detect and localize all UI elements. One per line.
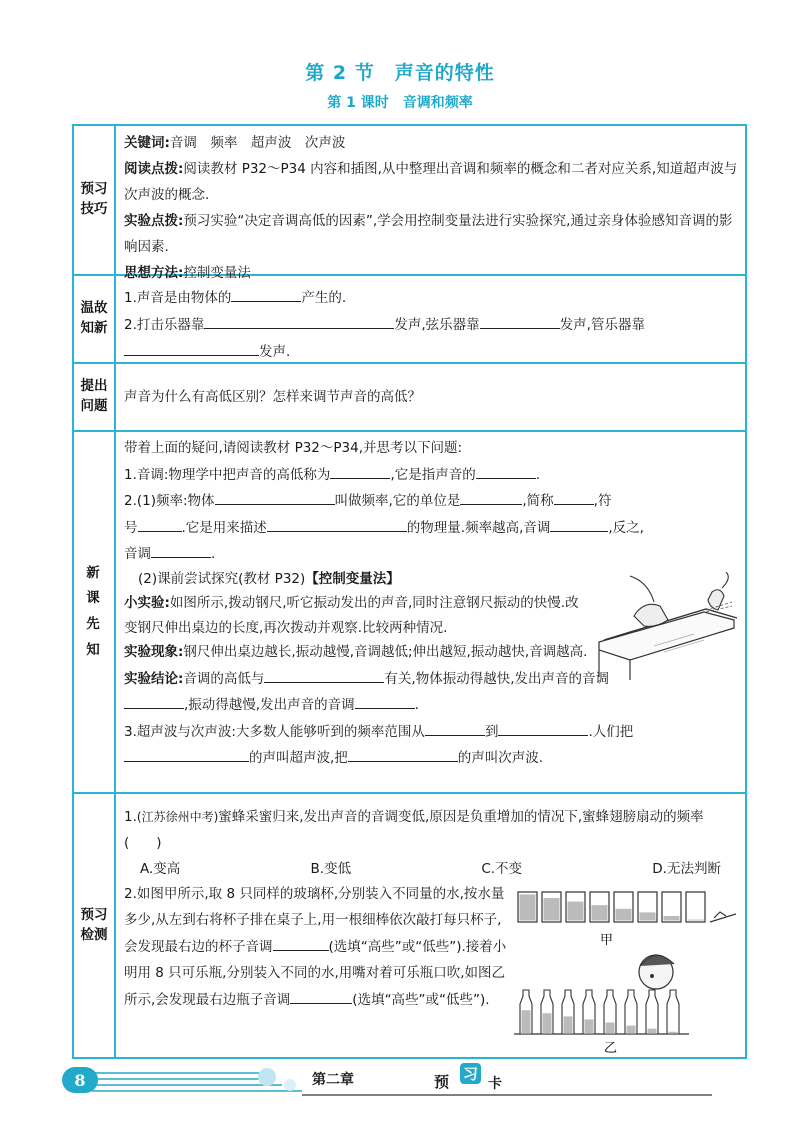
answer-blank[interactable] [124,338,259,356]
answer-blank[interactable] [476,461,536,479]
answer-blank[interactable] [550,514,608,532]
answer-blank[interactable] [355,691,415,709]
section-review [74,276,745,364]
question-content [124,384,739,410]
bottle-row [520,990,679,1034]
method-line: 思想方法:控制变量法 [124,265,251,281]
answer-blank[interactable] [124,691,184,709]
chapter-label: 第二章 [312,1072,354,1088]
section-label: 预习 检测 [74,794,116,1057]
answer-blank[interactable] [425,718,485,736]
check-question-2: 2.如图甲所示,取 8 只同样的玻璃杯,分别装入不同量的水,按水量多少,从左到右将杯子排在桌子上,用一根细棒依次敲打每只杯子,会发现最右边的杯子音调 (选填“高些”或“低些”).接着小明用 8 只可乐瓶,分别装入不同的水,用嘴对着可乐瓶口吹,如图乙所示,会发现最右边瓶子音调 (选填“高些”或“低些”). [124,886,507,1008]
section-label: 预习 技巧 [74,126,116,274]
experiment-conclusion: 实验结论:音调的高低与 有关,物体振动得越快,发出声音的音调 ,振动得越慢,发出声音的音调 . [124,665,739,718]
answer-blank[interactable] [273,933,329,951]
section-check [74,794,745,1057]
experiment-tip: 实验点拨:预习实验“决定音调高低的因素”,学会用控制变量法进行实验探究,通过亲身体验感知音调的影响因素. [124,213,733,255]
intro-line: 带着上面的疑问,请阅读教材 P32～P34,并思考以下问题: [124,440,463,456]
answer-blank[interactable] [124,744,249,762]
figure-a-label: 甲 [600,933,614,948]
footer-decoration [62,1063,752,1103]
lesson-question-3: 3.超声波与次声波:大多数人能够听到的频率范围从 到 .人们把 的声叫超声波,把 的声叫次声波. [124,718,739,771]
answer-blank[interactable] [151,540,211,558]
glass-water [688,920,704,921]
lesson-question-1: 1.音调:物理学中把声音的高低称为 ,它是指声音的 . [124,461,739,488]
section-label: 提出 问题 [74,364,116,430]
answer-blank[interactable] [267,514,407,532]
stick-hand-icon [710,912,736,922]
glasses-figure [514,884,736,1054]
answer-blank[interactable] [138,514,182,532]
section-new-lesson [74,432,745,794]
answer-blank[interactable] [348,744,458,762]
question-text: 声音为什么有高低区别？怎样来调节声音的高低？ [124,389,421,405]
glass-row [518,892,705,922]
review-question-2: 2.打击乐器靠 发声,弦乐器靠 发声,管乐器靠 发声. [124,311,739,365]
answer-blank[interactable] [264,665,384,683]
reading-tip: 阅读点拨:阅读教材 P32～P34 内容和插图,从中整理出音调和频率的概念和二者对应关系,知道超声波与次声波的概念. [124,161,738,203]
answer-blank[interactable] [204,311,394,329]
glass-water [592,905,608,920]
choice-list [124,856,739,882]
figure-b-label: 乙 [604,1041,618,1054]
section-preview-tips [74,126,745,281]
bottle-water [669,1032,678,1033]
bottle-water [522,1010,531,1033]
boy-head-icon [639,955,674,989]
lesson-question-2: 2.(1)频率:物体 叫做频率,它的单位是 ,简称 ,符 号 .它是用来描述 的物理量.频率越高,音调 ,反之, 音调 . [124,487,739,567]
steel-ruler-figure [594,572,739,682]
answer-blank[interactable] [215,487,335,505]
page-footer [62,1063,752,1103]
choice-a[interactable]: A.变高 [140,861,181,877]
bottle-water [648,1029,657,1033]
bottle-water [585,1019,594,1033]
preview-tips-content [124,130,739,286]
cola-bottle [646,990,658,1034]
small-experiment: 小实验:如图所示,拨动钢尺,听它振动发出的声音,同时注意钢尺振动的快慢.改变钢尺伸出桌边的长度,再次拨动并观察.比较两种情况. [124,595,579,636]
section-label: 温故 知新 [74,276,116,362]
glass-water [568,902,584,921]
answer-blank[interactable] [554,487,594,505]
bottle-water [627,1026,636,1033]
cola-bottle [667,990,679,1034]
answer-blank[interactable] [460,487,522,505]
glass-water [640,912,656,920]
answer-blank[interactable] [330,461,390,479]
lesson-question-2-part2: (2)课前尝试探究(教材 P32)【控制变量法】 [138,570,400,587]
glass-water [616,909,632,921]
worksheet-table [72,124,747,1059]
glass-cup [686,892,705,922]
answer-blank[interactable] [498,718,588,736]
check-question-1: 1.(江苏徐州中考)蜜蜂采蜜归来,发出声音的音调变低,原因是负重增加的情况下,蜜蜂翅膀扇动的频率( ) [124,809,704,851]
bottle-water [606,1023,615,1033]
keywords-line: 关键词:音调 频率 超声波 次声波 [124,135,346,151]
choice-c[interactable]: C.不变 [481,861,523,877]
glass-water [544,898,560,921]
glass-water [520,894,536,920]
answer-blank[interactable] [480,311,560,329]
answer-blank[interactable] [290,986,352,1004]
page-number: 8 [62,1067,98,1093]
review-content [124,284,739,365]
brand-logo: 预 习 卡 [434,1065,502,1092]
section-question [74,364,745,432]
bottle-water [564,1016,573,1033]
bottle-water [543,1013,552,1033]
experiment-phenomenon: 实验现象:钢尺伸出桌边越长,振动越慢,音调越低;伸出越短,振动越快,音调越高. [124,644,588,660]
lesson-subtitle: 第 1 课时 音调和频率 [327,95,473,111]
glass-water [664,916,680,921]
answer-blank[interactable] [231,284,301,302]
choice-b[interactable]: B.变低 [310,861,352,877]
page-title: 第 2 节 声音的特性 [305,62,495,84]
review-question-1: 1.声音是由物体的 产生的. [124,284,739,311]
section-label: 新 课 先 知 [74,432,116,792]
choice-d[interactable]: D.无法判断 [652,861,721,877]
